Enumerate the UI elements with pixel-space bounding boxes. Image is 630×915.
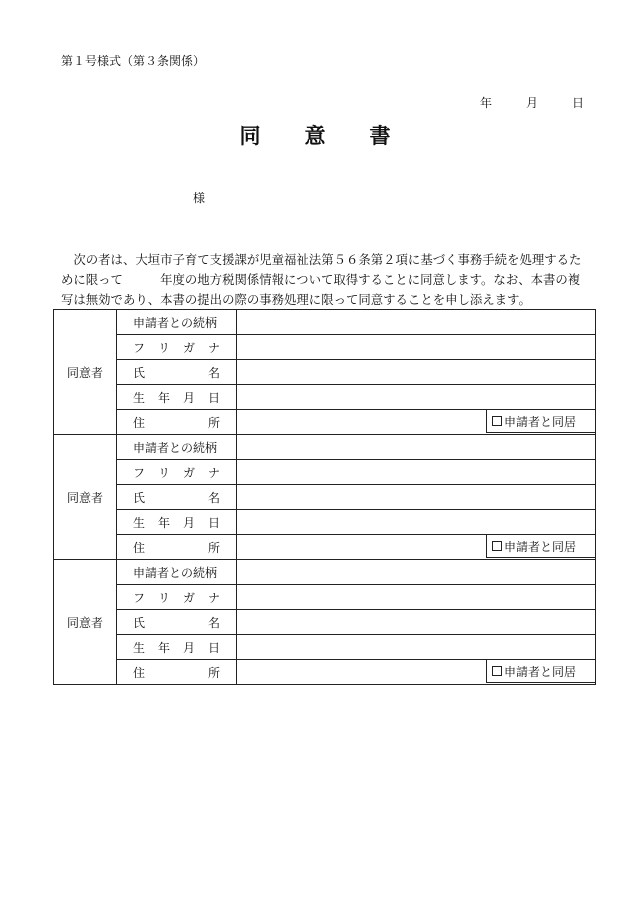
consenter-2-relation-row: [54, 435, 596, 460]
form-number: 第１号様式（第３条関係）: [61, 54, 206, 68]
date-month-label: 月: [525, 96, 538, 110]
document-title: [0, 120, 630, 150]
consenter-3-relation-row: [54, 560, 596, 585]
date-year-label: 年: [479, 96, 492, 110]
consenter-1-relation-row: [54, 310, 596, 335]
checkbox-icon: [492, 416, 502, 426]
consenter-3-name-row: [54, 610, 596, 635]
consenter-3-furigana-row: [54, 585, 596, 610]
consenter-1-name-row: [54, 360, 596, 385]
consenter-2-address-row: [54, 535, 596, 560]
consenter-1-relation-field[interactable]: [237, 310, 596, 335]
relation-label: [117, 435, 237, 460]
consenter-1-name-field[interactable]: [237, 360, 596, 385]
relation-label-text: 申請者との続柄: [133, 315, 218, 330]
name-label: 氏 名: [133, 365, 220, 380]
document-title-text: 同意書: [239, 123, 435, 148]
consenter-2-birth-row: [54, 510, 596, 535]
consenter-3-address-field[interactable]: [237, 660, 596, 685]
relation-label: [117, 560, 237, 585]
relation-label: [117, 310, 237, 335]
consent-table: [53, 309, 596, 685]
consenter-2-label: 同意者: [54, 435, 117, 560]
consenter-3-address-row: [54, 660, 596, 685]
cohabit-checkbox[interactable]: [486, 409, 596, 433]
cohabit-checkbox[interactable]: [486, 534, 596, 558]
date-day-label: 日: [571, 96, 584, 110]
consenter-1-furigana-row: [54, 335, 596, 360]
relation-label-text: 申請者との続柄: [133, 440, 218, 455]
consenter-3-label: 同意者: [54, 560, 117, 685]
consenter-2-furigana-row: [54, 460, 596, 485]
address-label: 住 所: [133, 665, 220, 680]
checkbox-icon: [492, 541, 502, 551]
furigana-label: フ リ ガ ナ: [133, 340, 220, 355]
checkbox-icon: [492, 666, 502, 676]
birth-label: 生 年 月 日: [133, 640, 220, 655]
consenter-2-address-field[interactable]: [237, 535, 596, 560]
consenter-3-furigana-field[interactable]: [237, 585, 596, 610]
consenter-1-furigana-field[interactable]: [237, 335, 596, 360]
birth-label: 生 年 月 日: [133, 515, 220, 530]
consenter-1-birth-row: [54, 385, 596, 410]
consenter-2-name-row: [54, 485, 596, 510]
consenter-2-furigana-field[interactable]: [237, 460, 596, 485]
relation-label-text: 申請者との続柄: [133, 565, 218, 580]
cohabit-checkbox[interactable]: [486, 659, 596, 683]
consenter-2-name-field[interactable]: [237, 485, 596, 510]
cohabit-label: 申請者と同居: [504, 414, 577, 429]
consenter-1-address-field[interactable]: [237, 410, 596, 435]
cohabit-label: 申請者と同居: [504, 664, 577, 679]
cohabit-label: 申請者と同居: [504, 539, 577, 554]
statement-line-1: 次の者は、大垣市子育て支援課が児童福祉法第５６条第２項に基づく事務手続を処理するた: [73, 252, 582, 267]
consenter-3-birthdate-field[interactable]: [237, 635, 596, 660]
address-label: 住 所: [133, 540, 220, 555]
consenter-2-relation-field[interactable]: [237, 435, 596, 460]
consenter-1-label: 同意者: [54, 310, 117, 435]
furigana-label: フ リ ガ ナ: [133, 465, 220, 480]
consenter-2-birthdate-field[interactable]: [237, 510, 596, 535]
consenter-3-birth-row: [54, 635, 596, 660]
consenter-1-address-row: [54, 410, 596, 435]
name-label: 氏 名: [133, 490, 220, 505]
statement-line-2: めに限って 年度の地方税関係情報について取得することに同意します。なお、本書の複: [61, 272, 581, 287]
birth-label: 生 年 月 日: [133, 390, 220, 405]
name-label: 氏 名: [133, 615, 220, 630]
addressee-suffix: 様: [193, 191, 206, 205]
statement-line-3: 写は無効であり、本書の提出の際の事務処理に限って同意することを申し添えます。: [61, 292, 531, 307]
address-label: 住 所: [133, 415, 220, 430]
consent-statement: [61, 250, 593, 310]
consenter-1-birthdate-field[interactable]: [237, 385, 596, 410]
date-line: [480, 94, 584, 111]
consenter-3-name-field[interactable]: [237, 610, 596, 635]
consenter-3-relation-field[interactable]: [237, 560, 596, 585]
furigana-label: フ リ ガ ナ: [133, 590, 220, 605]
